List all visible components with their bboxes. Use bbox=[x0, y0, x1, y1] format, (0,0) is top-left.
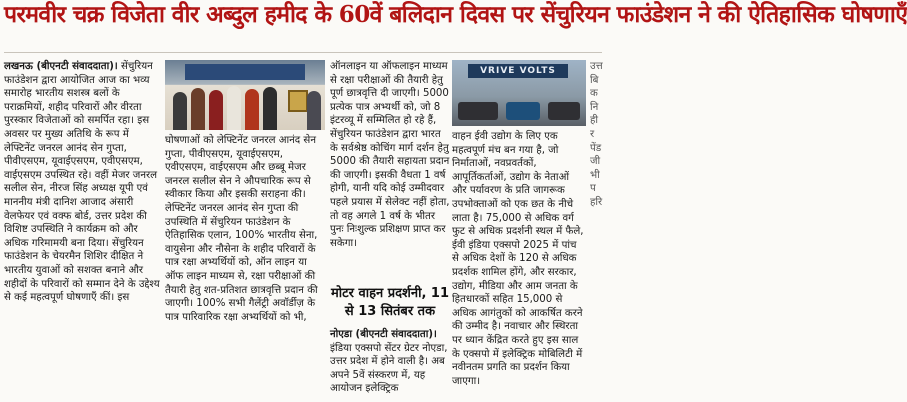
award-frame bbox=[288, 90, 308, 112]
ev-expo-subheadline: मोटर वाहन प्रदर्शनी, 11 से 13 सितंबर तक bbox=[330, 286, 450, 319]
column-1 bbox=[4, 60, 161, 396]
column-5-cut bbox=[590, 60, 604, 396]
column-5-text: उत्त बि क नि ही र पेंड जी भी प हरि bbox=[590, 61, 603, 208]
dateline: लखनऊ (बीएनटी संवाददाता)। bbox=[4, 61, 118, 72]
expo-sign: VRIVE VOLTS bbox=[468, 64, 568, 78]
article-headline: परमवीर चक्र विजेता वीर अब्दुल हमीद के 60वें बलिदान दिवस पर सेंचुरियन फाउंडेशन ने की ऐतिहासिक घोषणाएँ bbox=[4, 1, 907, 28]
column-2-text: घोषणाओं को लेफ्टिनेंट जनरल आनंद सेन गुप्ता, पीवीएसएम, यूवाईएसएम, एवीएसएम, वाईएसएम और छब्बू मेजर जनरल सलील सेन ने औपचारिक रूप से स्वीकार किया और इसकी सराहना की। लेफ्टिनेंट जनरल आनंद सेन गुप्ता की उपस्थिति में सेंचुरियन फाउंडेशन के ऐतिहासिक एलान, 100% भारतीय सेना, वायुसेना और नौसेना के शहीद परिवारों के पात्र रक्षा अभ्यर्थियों को, ऑन लाइन या ऑफ लाइन माध्यम से, रक्षा परीक्षाओं की तैयारी हेतु शत-प्रतिशत छात्रवृत्ति प्रदान की जाएगी। 100% सभी गैलेंट्री अवॉर्डीज़ के पात्र पारिवारिक रक्षा अभ्यर्थियों को भी, bbox=[165, 135, 318, 323]
ceremony-photo bbox=[165, 60, 325, 130]
ev-expo-photo bbox=[452, 60, 586, 126]
stage-banner bbox=[185, 64, 305, 80]
column-3-lower-text: इंडिया एक्सपो सेंटर ग्रेटर नोएडा, उत्तर प्रदेश में होने वाली है। अब अपने 5वें संस्करण में, यह आयोजन इलेक्ट्रिक bbox=[330, 342, 448, 395]
column-3-text: ऑनलाइन या ऑफलाइन माध्यम से रक्षा परीक्षाओं की तैयारी हेतु पूर्ण छात्रवृत्ति दी जाएगी। 5000 प्रत्येक पात्र अभ्यर्थी को, जो 8 इंटरव्यू में सम्मिलित हो रहे हैं, सेंचुरियन फाउंडेशन द्वारा भारत के सर्वश्रेष्ठ कोचिंग मार्ग दर्शन हेतु 5000 की तैयारी सहायता प्रदान की जाएगी। इसकी वैधता 1 वर्ष होगी, यानी यदि कोई उम्मीदवार पहले प्रयास में सेलेक्ट नहीं होता, तो वह अगले 1 वर्ष के भीतर पुनः निःशुल्क प्रशिक्षण प्राप्त कर सकेगा। bbox=[330, 61, 450, 249]
headline-divider bbox=[4, 52, 602, 53]
column-3-lower bbox=[330, 328, 450, 396]
column-1-text: सेंचुरियन फाउंडेशन द्वारा आयोजित आज का भव्य समारोह भारतीय सशस्त्र बलों के पराक्रमियों, शहीद परिवारों और वीरता पुरस्कार विजेताओं को समर्पित रहा। इस अवसर पर मुख्य अतिथि के रूप में लेफ्टिनेंट जनरल आनंद सेन गुप्ता, पीवीएसएम, यूवाईएसएम, एवीएसएम, वाईएसएम उपस्थित रहे। वहीं मेजर जनरल सलील सेन, नीरज सिंह अध्यक्ष यूपी एवं माननीय मंत्री दानिश आजाद अंसारी वेलफेयर एवं वक्फ बोर्ड, उत्तर प्रदेश की विशिष्ट उपस्थिति ने कार्यक्रम को और अधिक गरिमामयी बना दिया। सेंचुरियन फाउंडेशन के चेयरमैन शिशिर दीक्षित ने भारतीय युवाओं को सशक्त बनाने और शहीदों के परिवारों को सम्मान देने के उद्देश्य से कई महत्वपूर्ण घोषणाएँ कीं। इस bbox=[4, 61, 160, 304]
column-4-text: वाहन ईवी उद्योग के लिए एक महत्वपूर्ण मंच बन गया है, जो निर्माताओं, नवप्रवर्तकों, आपूर्तिकर्ताओं, उद्योग के नेताओं और पर्यावरण के प्रति जागरूक उपभोक्ताओं को एक छत के नीचे लाता है। 75,000 से अधिक वर्ग फुट से अधिक प्रदर्शनी स्थल में फैले, ईवी इंडिया एक्सपो 2025 में पांच से अधिक देशों के 120 से अधिक प्रदर्शक शामिल होंगे, और सरकार, उद्योग, मीडिया और आम जनता के हितधारकों सहित 15,000 से अधिक आगंतुकों को आकर्षित करने की उम्मीद है। नवाचार और स्थिरता पर ध्यान केंद्रित करते हुए इस साल के एक्सपो में इलेक्ट्रिक मोबिलिटी में नवीनतम प्रगति का प्रदर्शन किया जाएगा। bbox=[452, 131, 584, 387]
column-4 bbox=[452, 130, 586, 396]
column-2 bbox=[165, 134, 325, 396]
ev-dateline: नोएडा (बीएनटी संवाददाता)। bbox=[330, 329, 437, 340]
column-3 bbox=[330, 60, 450, 280]
